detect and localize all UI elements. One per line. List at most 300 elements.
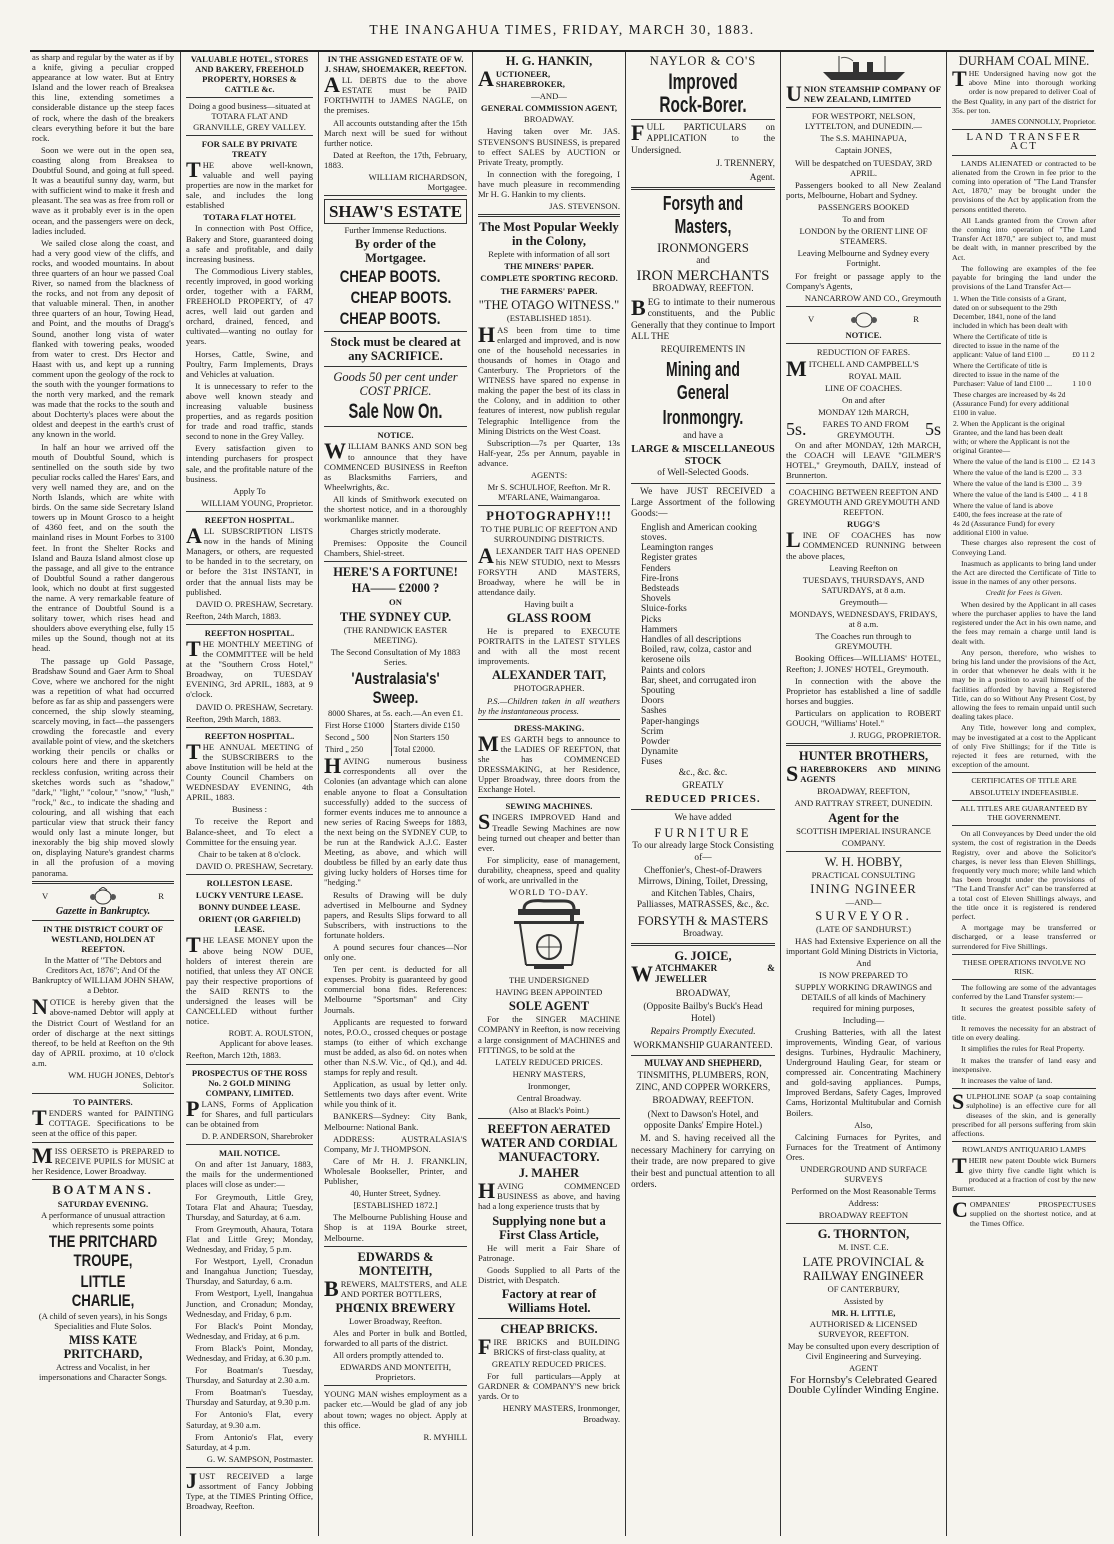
- central-broadway: Central Broadway.: [516, 1093, 582, 1104]
- fm-broadway-reefton: BROADWAY, REEFTON.: [652, 284, 754, 295]
- fare-left: 5s.: [786, 419, 807, 440]
- all-lands: All Lands granted from the Crown after the coming into operation of "The Land Transfer Act 1870," are subject to, and must be dealt with, in manner prescribed by the Act.: [952, 215, 1096, 262]
- hunter-sharebrokers: SHAREBROKERS AND MINING AGENTS: [786, 761, 941, 787]
- arms-letter-r: R: [158, 890, 164, 901]
- myhill: R. MYHILL: [423, 1431, 467, 1442]
- hotel-sub: Doing a good business—situated at TOTARA FLAT AND GRANVILLE, GREY VALLEY.: [188, 101, 311, 132]
- column-rule: [318, 52, 319, 1536]
- ship-name: The S.S. MAHINAPUA,: [820, 133, 907, 144]
- article-paragraph: Soon we were out in the open sea, coasting along from Breaksea to Doubtful Sound, and going at full speed. It was a beautiful sunny day, warm, but with sufficient wind to make it fresh and pleasant. The sea was as free from roll or wave as it probably ever is in the open ocean, and the passengers were on deck, ladies included.: [32, 144, 174, 236]
- large-stock: LARGE & MISCELLANEOUS STOCK: [631, 444, 775, 467]
- orders-text: All orders promptly attended to.: [333, 1350, 444, 1361]
- all-titles: ALL TITLES ARE GUARANTEED BY THE GOVERNMENT.: [960, 803, 1088, 822]
- connolly-sign: JAMES CONNOLLY, Proprietor.: [991, 117, 1096, 127]
- court-matter: In the Matter of "The Debtors and Creditors Act, 1876"; And Of the Bankruptcy of WILLIAM JOHN SHAW, a Debtor.: [32, 954, 174, 996]
- column-rule: [472, 52, 473, 1536]
- list-item: Boiled, raw, colza, castor and kerosene oils: [641, 645, 752, 666]
- hunter-address: BROADWAY, REEFTON,: [817, 786, 910, 797]
- sweep-text-6: Application, as usual by letter only. Settlements two days after event. Write while you think of it.: [324, 1079, 467, 1110]
- lease-date: Reefton, March 12th, 1883.: [186, 1050, 281, 1061]
- photo-ps: P.S.—Children taken in all weathers by the instantaneous process.: [478, 695, 620, 716]
- land-transfer-act: LAND TRANSFER ACT: [966, 131, 1082, 153]
- column-rule: [180, 52, 181, 1536]
- list-item: Spouting: [641, 685, 675, 696]
- bricks-masters: HENRY MASTERS, Ironmonger, Broadway.: [502, 1403, 620, 1424]
- weekly-title: The Most Popular Weekly in the Colony,: [479, 220, 619, 249]
- edwards-text: BREWERS, MALTSTERS, and ALE AND PORTER BOTTLERS,: [324, 1275, 467, 1301]
- also: Also,: [854, 1119, 873, 1130]
- masthead: [30, 8, 1094, 52]
- farmers-paper: THE FARMERS' PAPER.: [500, 285, 598, 296]
- fare-right: 5s: [924, 419, 941, 440]
- thornton: G. THORNTON,: [817, 1227, 910, 1242]
- established: [ESTABLISHED 1872.]: [353, 1200, 438, 1211]
- hospital-2-text: THE MONTHLY MEETING of the COMMITTEE will be held at the "Southern Cross Hotel," Broadway, on TUESDAY EVENING, 3rd APRIL, 1883, at 9 o'clock.: [186, 635, 313, 700]
- well-selected: of Well-Selected Goods.: [657, 468, 749, 479]
- list-item: English and American cooking stoves.: [641, 522, 757, 543]
- photo-text-2: Having built a: [524, 598, 574, 609]
- monday-12th: MONDAY 12th MARCH,: [818, 407, 909, 418]
- hunter-address-2: AND RATTRAY STREET, DUNEDIN.: [794, 798, 933, 809]
- column-4: [478, 52, 620, 1536]
- charlie-sub: (A child of seven years), in his Songs Specialities and Flute Solos.: [38, 1311, 168, 1332]
- column-rule: [946, 52, 947, 1536]
- masters-name: HENRY MASTERS,: [512, 1068, 586, 1079]
- usc-title: UNION STEAMSHIP COMPANY OF NEW ZEALAND, LIMITED: [786, 81, 941, 106]
- ruggs-text: LINE OF COACHES has now COMMENCED RUNNING between the above places,: [786, 527, 941, 561]
- canterbury: OF CANTERBURY,: [827, 1283, 900, 1294]
- agent-label: AGENT: [848, 1363, 879, 1374]
- furniture-stock: To our already large Stock Consisting of—: [632, 841, 774, 863]
- mice: M. INST. C.E.: [838, 1242, 889, 1253]
- list-item: Dynamite: [641, 747, 678, 758]
- court-title: IN THE DISTRICT COURT OF WESTLAND, HOLDEN AT REEFTON.: [42, 923, 164, 954]
- have-a: and have a: [682, 430, 724, 441]
- hobby-name: W. H. HOBBY,: [824, 854, 903, 869]
- sewing-text-2: For simplicity, ease of management, durability, cheapness, speed and quality of work, are unrivalled in the: [478, 854, 620, 885]
- sewing-machine-icon: [504, 899, 594, 973]
- fm-broadway: Broadway.: [682, 928, 724, 939]
- supply: SUPPLY WORKING DRAWINGS and DETAILS of all kinds of Machinery required for mining purposes,: [795, 982, 932, 1013]
- ironmongry: Ironmongry.: [662, 406, 744, 429]
- table-row: Where the value of land is above £400, the fees increase at the rate of 4s 2d (Assurance Fund) for every additional £100 in value.: [953, 501, 1063, 538]
- list-item: Sashes: [641, 706, 667, 717]
- royal-mail: ROYAL MAIL: [848, 371, 902, 382]
- column-2: [186, 52, 313, 1536]
- and-text: and: [696, 256, 710, 267]
- list-item: Fuses: [641, 757, 663, 768]
- trennery-agent: Agent.: [749, 172, 775, 183]
- table-row: Where the Certificate of title is directed to issue in the name of the applicant: Value of land £100 ... £0 11 2: [953, 332, 1095, 360]
- sulpholine: SULPHOLINE SOAP (a soap containing sulpholine) is an effective cure for all diseases of the skin, and is generally prescribed for all persons suffering from skin affections.: [952, 1089, 1096, 1139]
- shaw-order: By order of the Mortgagee.: [355, 237, 436, 266]
- photography: PHOTOGRAPHY!!!: [486, 509, 612, 524]
- bricks-text: FIRE BRICKS and BUILDING BRICKS of first-class quality, at: [478, 1333, 620, 1359]
- dress-text: MES GARTH begs to announce to the LADIES OF REEFTON, that she has COMMENCED DRESSMAKING, at her Residence, Upper Broadway, three doors from the Exchange Hotel.: [478, 730, 620, 795]
- private-treaty: FOR SALE BY PRIVATE TREATY: [201, 138, 298, 159]
- sandhurst: (LATE OF SANDHURST.): [815, 923, 912, 934]
- lower-broadway: Lower Broadway, Reefton.: [349, 1315, 442, 1326]
- boatmans-title: BOATMANS.: [52, 1182, 154, 1197]
- mulvay-text: M. and S. having received all the necessary Machinery for carrying on their trade, are now prepared to give their best and punctual attention to all orders.: [631, 1134, 775, 1190]
- young-man-text: YOUNG MAN wishes employment as a packer etc.—Would be glad of any job about town; wages no object. Apply at this office.: [324, 1389, 467, 1430]
- miss-kate-sub: Actress and Vocalist, in her impersonations and Character Songs.: [39, 1362, 167, 1383]
- freight: For freight or passage apply to the Company's Agents,: [786, 270, 941, 291]
- list-item: Powder: [641, 736, 670, 747]
- phoenix-brewery: PHŒNIX BREWERY: [335, 1300, 456, 1315]
- workmanship: WORKMANSHIP GUARANTEED.: [633, 1040, 773, 1051]
- table-row: Third „ 250 Total £2000.: [324, 744, 467, 756]
- hospital-2-date: Reefton, 29th March, 1883.: [186, 713, 281, 724]
- mulvay-next-to: (Next to Dawson's Hotel, and opposite Danks' Empire Hotel.): [643, 1109, 763, 1131]
- fee-table: [952, 293, 1096, 538]
- edwards-title: EDWARDS & MONTEITH,: [357, 1249, 434, 1278]
- troupe-title: THE PRITCHARD TROUPE,: [48, 1232, 158, 1271]
- sweep-text-4: Ten per cent. is deducted for all expenses. Probity is guaranteed by good commercial bona fides. References: Melbourne "Sportsman" and City Journals.: [324, 964, 467, 1015]
- passengers-booked: PASSENGERS BOOKED: [817, 201, 910, 212]
- address-label: Address:: [848, 1198, 879, 1209]
- hotel-text-4: Horses, Cattle, Swine, and Poultry, Farm Implements, Drays and Vehicles at valuation.: [186, 348, 313, 379]
- calcining: Calcining Furnaces for Pyrites, and Furnaces for the Treatment of Antimony Ores.: [786, 1131, 941, 1162]
- ales-text: Ales and Porter in bulk and Bottled, forwarded to all parts of the district.: [324, 1327, 467, 1348]
- column-6: [786, 52, 941, 1536]
- hospital-1-date: Reefton, 24th March, 1883.: [186, 610, 281, 621]
- glass-room: GLASS ROOM: [506, 611, 592, 626]
- hunter-street: 40, Hunter Street, Sydney.: [350, 1188, 441, 1199]
- for-westport: FOR WESTPORT, NELSON, LYTTELTON, and DUNEDIN.—: [804, 111, 923, 132]
- credit: Credit for Fees is Given.: [985, 588, 1063, 598]
- tait-name: ALEXANDER TAIT,: [492, 668, 606, 683]
- hornsby: For Hornsby's Celebrated Geared Double Cylinder Winding Engine.: [788, 1374, 939, 1397]
- sweep-title: 'Australasia's' Sweep.: [351, 668, 440, 707]
- list-item: Shovels: [641, 594, 671, 605]
- shaw-date: Dated at Reefton, the 17th, February, 1883.: [324, 149, 467, 170]
- steamship-icon: [819, 54, 909, 82]
- hospital-3-text: THE ANNUAL MEETING of the SUBSCRIBERS to the above Institution will be held at the County Council Chambers on WEDNESDAY EVENING, 4th APRIL, 1883.: [186, 738, 313, 803]
- bankers: BANKERS—Sydney: City Bank, Melbourne: National Bank.: [324, 1111, 467, 1132]
- bricks-text-2: For full particulars—Apply at GARDNER & COMPANY'S new brick yards. Or to: [478, 1371, 620, 1402]
- sewing-text: SINGERS IMPROVED Hand and Treadle Sewing Machines are now being turned out cheaper and better than ever.: [478, 809, 620, 853]
- column-1: [32, 52, 174, 1536]
- sweep-text-3: A pound secures four chances—Nor only one.: [324, 941, 467, 963]
- hobby-and-2: And: [856, 958, 871, 969]
- performed: Performed on the Most Reasonable Terms: [791, 1186, 936, 1197]
- general-commission: GENERAL COMMISSION AGENT,: [480, 103, 618, 114]
- sweep-text-2: Results of Drawing will be duly advertised in Melbourne and Sydney papers, and Results Slips forward to all Subscribers, with instructions to the fortunate holders.: [324, 889, 467, 940]
- fortune-on: ON: [389, 597, 402, 608]
- care-of: Care of Mr H. J. FRANKLIN, Wholesale Bookseller, Printer, and Publisher,: [324, 1155, 467, 1187]
- agent-names: Mr S. SCHULHOF, Reefton. Mr R. M'FARLANE, Waimangaroa.: [487, 482, 611, 503]
- goods-list: [641, 523, 775, 768]
- mail-item: From Westport, Lyell, Inangahua Junction, and Cronadun; Monday, Wednesday, and Friday, 6 p.m.: [186, 1288, 313, 1319]
- furniture: FURNITURE: [654, 826, 752, 841]
- fares-row: [786, 419, 941, 439]
- despatched: Will be despatched on TUESDAY, 3RD APRIL.: [795, 157, 932, 178]
- watchmaker: WATCHMAKER & JEWELLER: [631, 961, 775, 987]
- goods-percent: Goods 50 per cent under COST PRICE.: [333, 370, 458, 399]
- naylor-title: NAYLOR & CO'S: [649, 54, 757, 68]
- melbourne-pub: The Melbourne Publishing House and Shop is at 119A Bourke street, Melbourne.: [324, 1212, 467, 1243]
- dress-title: DRESS-MAKING.: [514, 722, 584, 733]
- notice-title: NOTICE.: [845, 329, 882, 340]
- rowlands-title: ROWLAND'S ANTIQUARIO LAMPS: [962, 1145, 1086, 1155]
- article-paragraph: We sailed close along the coast, and had a very good view of the cliffs, and rocks, and wooded mountains. In about three quarters of an hour we passed Coal River, so named from the blackness of the rocks, and not from any deposit of that valuable mineral. Then, in another three quarters of an hour, Towing Head, and Point, and the mouths of Dragg's Sound, another long vista of water flanked with towering peaks, wooded from water to crest. Drs Hector and Haast with us, and kept up a running comment upon the geology of the rock to the south with the younger formations to the north very marked, and the remark was made that the rocks to the south and about Dochterty's places were about the oldest and deepest in the earth's crust of any known in the world.: [32, 237, 174, 440]
- lately-reduced: LATELY REDUCED PRICES.: [495, 1056, 603, 1067]
- witness-established: (ESTABLISHED 1851).: [506, 312, 592, 323]
- undersigned: THE UNDERSIGNED: [509, 975, 589, 986]
- world-today: WORLD TO-DAY.: [509, 887, 589, 898]
- lease-sign: ROBT. A. ROULSTON, Applicant for above leases.: [219, 1028, 313, 1049]
- hotel-text-6: Every satisfaction given to intending purchasers for prospect sale, and the profitable nature of the business.: [186, 443, 313, 484]
- boots-3: CHEAP BOOTS.: [339, 309, 441, 329]
- lease-2: LUCKY VENTURE LEASE.: [195, 890, 304, 901]
- beg-text: BEG to intimate to their numerous constituents, and the Public Generally that they continue to Import ALL THE: [631, 294, 775, 343]
- hospital-3-chair: Chair to be taken at 8 o'clock.: [198, 848, 301, 859]
- column-3: [324, 52, 467, 1536]
- hunter-brothers: HUNTER BROTHERS,: [798, 749, 929, 764]
- authorised: AUTHORISED & LICENSED SURVEYOR, REEFTON.: [809, 1318, 918, 1339]
- banks-text-3: Charges strictly moderate.: [350, 526, 441, 537]
- hotel-text-2: In connection with Post Office, Bakery and Store, guaranteed doing a safe and profitable, and daily increasing business.: [186, 223, 313, 264]
- these-charges: These charges also represent the cost of Conveying Land.: [952, 538, 1096, 557]
- joice-name: G. JOICE,: [674, 949, 732, 964]
- aerated-title: REEFTON AERATED WATER AND CORDIAL MANUFACTORY.: [480, 1122, 618, 1165]
- days-1: TUESDAYS, THURSDAYS, AND SATURDAYS, at 8 a.m.: [802, 574, 925, 595]
- otago-witness: "THE OTAGO WITNESS.": [478, 297, 620, 312]
- companies: COMPANIES' PROSPECTUSES supplied on the shortest notice, and at the Times Office.: [952, 1197, 1096, 1228]
- list-item: Picks: [641, 614, 662, 625]
- factory: Factory at rear of Williams Hotel.: [501, 1286, 597, 1315]
- sewing-title: SEWING MACHINES.: [505, 801, 593, 812]
- furniture-list: Cheffonier's, Chest-of-Drawers Mirrows, Dining, Toilet, Dressing, and Kitchen Tables, Chairs, Palliasses, MATRASSES, &c., &c.: [636, 866, 770, 911]
- stevenson-sign: JAS. STEVENSON.: [549, 201, 620, 212]
- table-row: Where the value of the land is £100 ... £2 14 3: [953, 457, 1095, 467]
- gazette-arms: [32, 887, 174, 905]
- edwards-sign: EDWARDS AND MONTEITH, Proprietors.: [340, 1362, 451, 1383]
- hobby-text: HAS had Extensive Experience on all the important Gold Mining Districts in Victoria,: [786, 936, 941, 957]
- maher-text-2: He will merit a Fair Share of Patronage.: [478, 1242, 620, 1263]
- list-item: Bar, sheet, and corrugated iron: [641, 675, 757, 686]
- hospital-3-sign: DAVID O. PRESHAW, Secretary.: [195, 860, 313, 871]
- shaw-estate: SHAW'S ESTATE: [324, 199, 467, 224]
- coaches-run: The Coaches run through to GREYMOUTH.: [815, 631, 912, 652]
- durham-text: THE Undersigned having now got the above Mine into thorough working order is now prepared to deliver Coal of the Best Quality, in any part of the district for 35s. per ton.: [952, 66, 1096, 115]
- mail-sign: G. W. SAMPSON, Postmaster.: [206, 1453, 313, 1464]
- fortune-title: HERE'S A FORTUNE!: [333, 565, 458, 580]
- banks-text: WILLIAM BANKS AND SON beg to announce that they have COMMENCED BUSINESS in Reefton as Blacksmiths Farriers, and Wheelwrights, &c.: [324, 438, 467, 492]
- sydney-cup: THE SYDNEY CUP.: [339, 609, 452, 624]
- shaw-text-2: All accounts outstanding after the 15th March next will be sued for without further notice.: [324, 117, 467, 148]
- iron-merchants: IRON MERCHANTS: [636, 268, 770, 285]
- to-and-from: To and from: [842, 214, 885, 225]
- captain: Captain JONES,: [835, 145, 892, 156]
- table-row: Where the Certificate of title is directed to issue in the name of the Purchaser: Value of land £100 ... 1 10 0: [953, 361, 1092, 389]
- underground: UNDERGROUND AND SURFACE SURVEYS: [800, 1163, 927, 1185]
- subscription: Subscription—7s per Quarter, 13s Half-year, 25s per Annum, payable in advance.: [478, 437, 620, 468]
- trennery-name: J. TRENNERY,: [716, 159, 775, 170]
- singer-text: For the SINGER MACHINE COMPANY in Reefton, is now receiving a large consignment of MACHINES and FITTINGS, to be sold at the: [478, 1014, 620, 1055]
- ironmonger: Ironmonger,: [527, 1080, 571, 1091]
- sale-now-on: Sale Now On.: [348, 400, 443, 424]
- line-of-coaches: LINE OF COACHES.: [824, 383, 903, 394]
- inasmuch: Inasmuch as applicants to bring land under the Act are directed the Certificate of Title to issue in the names of any other persons.: [952, 558, 1096, 587]
- any-title: Any Title, however long and complex, may be investigated at a cost to the Applicant of only Five Shillings; for if the Title is rejected it fees are returned, with the exception of the amount.: [952, 723, 1096, 770]
- list-item: It makes the transfer of land easy and inexpensive.: [952, 1055, 1096, 1074]
- table-row: Second „ 500 Non Starters 150: [324, 732, 467, 744]
- photo-text-3: He is prepared to EXECUTE PORTRAITS in the LATEST STYLES and with all the most recent improvements.: [478, 626, 620, 667]
- list-item: It simplifies the rules for Real Property.: [961, 1044, 1085, 1054]
- fm-signature: FORSYTH & MASTERS: [637, 913, 769, 928]
- article-paragraph: The passage up Gold Passage, Bradshaw Sound and Gaer Arm to Shoal Cove, where we anchored for the night was a repetition of what had occurred before as far as ship and passengers were concerned, the ship slowly steaming, scarcely moving, in fact—the passengers crowding the forecastle and every available point of view, and the sketchers working their pencils or chalks or colours here and there in apparently reckless confusion, writing across their sketches words such as "shadow," "dark," "light," "colour," "snow," "lush," "rock," &c., to indicate the shading and colouring, and all wishing that each particular view that struck their fancy would only last a minute longer, but inexorably the big ship moved slowly on, displaying Nature's grandest charms in all the profusion of a moving panorama.: [32, 655, 174, 878]
- full-particulars: FULL PARTICULARS on APPLICATION to the Undersigned.: [631, 120, 775, 156]
- charlie-title: LITTLE CHARLIE,: [71, 1272, 135, 1311]
- photo-to: TO THE PUBLIC OF REEFTON AND SURROUNDING DISTRICTS.: [480, 524, 618, 545]
- table-row: Where the value of the land is £400 ... 4 1 8: [953, 490, 1088, 500]
- hospital-3-biz-label: Business :: [231, 804, 268, 815]
- ironmongers: IRONMONGERS: [657, 241, 749, 256]
- table-row: 1. When the Title consists of a Grant, dated on or subsequent to the 29th December, 1841, none of the land included in which has been dealt with: [953, 294, 1068, 331]
- mail-item: From Antonio's Flat, every Saturday, at 4 p.m.: [186, 1431, 313, 1452]
- painters-title: TO PAINTERS.: [73, 1097, 133, 1108]
- any-person: Any person, therefore, who wishes to bring his land under the provisions of the Act, in order that whenever he deals with it he may be in a position to avail himself of the facilities afforded by having a Registered Title, can do so Without Any Present Cost, by allowing the fees to remain unpaid until such dealing takes place.: [952, 647, 1096, 722]
- mail-item: For Westport, Lyell, Cronadun and Inangahua Junction; Tuesday, Thursday, and Saturday, 6 a.m.: [186, 1256, 313, 1287]
- hotel-text-5: It is unnecessary to refer to the above well known steady and increasing valuable business properties, and as regards position for trade and road traffic, stands second to none in the Grey Valley.: [186, 380, 313, 442]
- leaving-reefton: Leaving Reefton on: [829, 562, 898, 573]
- hankin-and: —AND—: [531, 91, 567, 102]
- royal-arms-icon: [849, 310, 879, 328]
- mail-item: From Black's Point, Monday, Wednesday, and Friday, at 6.30 p.m.: [186, 1342, 313, 1363]
- london: LONDON by the ORIENT LINE OF STEAMERS.: [799, 226, 928, 247]
- hospital-2-title: REEFTON HOSPITAL.: [204, 627, 295, 638]
- list-item: It secures the greatest possible safety of title.: [952, 1003, 1096, 1022]
- witness-text: HAS been from time to time enlarged and improved, and is now one of the household necessaries in thousands of homes in Otago and Canterbury. The Proprietors of the WITNESS have spared no expense in making the paper the best of its class in the Colony, and in addition to other features of interest, now publish regular Telegraphic Intelligence from the Mining Districts on the West Coast.: [478, 321, 620, 436]
- requirements: REQUIREMENTS IN: [660, 345, 746, 356]
- leaving: Leaving Melbourne and Sydney every Fortnight.: [797, 248, 930, 269]
- article-paragraph: In half an hour we arrived off the mouth of Doubtful Sound, which is sentinelled on the south side by two peculiar rocks called the Hares' Ears, and very well named they are, and on the North Islands, which are white with birds. On the same side Secretary Island towers up in Mount Grosco to a height of 4360 feet, and on the south the mainland rises in Mount Forbes to 3100 feet. In front the Shelter Rocks and Island and Bauza Island almost close up the passage, and all give to the entrance of Doubtful Sound a rather dangerous look, which no doubt at first suggested the name. A very remarkable feature of the entrance of Doubtful Sound is a solitary tower, which rises head and shoulders above everything else, fully 15 miles up the Sound, though not at its head.: [32, 441, 174, 654]
- having-been: HAVING BEEN APPOINTED: [495, 987, 603, 998]
- sole-agent: SOLE AGENT: [508, 999, 590, 1014]
- supplying: Supplying none but a First Class Article,: [492, 1213, 606, 1242]
- painters-text: TENDERS wanted for PAINTING COTTAGE. Specifications to be seen at the office of this paper.: [32, 1105, 174, 1139]
- second-consultation: The Second Consultation of My 1883 Series.: [330, 646, 461, 667]
- we-have-added: We have added: [674, 812, 732, 823]
- maher-name: J. MAHER: [518, 1166, 580, 1181]
- surveyor: SURVEYOR.: [815, 908, 912, 923]
- gazette-title: Gazette in Bankruptcy.: [55, 905, 151, 917]
- hotel-text-3: The Commodious Livery stables, recently improved, in good working order, together with a FARM, FREEHOLD PROPERTY, of 47 acres, well laid out garden and orchard, drained, fenced, and cultivated—wanting no outlay for years.: [186, 265, 313, 347]
- company: COMPANY.: [841, 837, 886, 848]
- list-item: It increases the value of land.: [961, 1076, 1053, 1086]
- photo-text: ALEXANDER TAIT HAS OPENED his NEW STUDIO, next to Messrs FORSYTH AND MASTERS, Broadway, where he will be in attendance daily.: [478, 543, 620, 597]
- also-at: (Also at Black's Point.): [509, 1105, 589, 1116]
- table-row: Where the value of the land is £300 ... 3 9: [953, 479, 1082, 489]
- hankin-title: H. G. HANKIN,: [505, 54, 593, 68]
- ross-text: PLANS, Forms of Application for Shares, and full particulars can be obtained from: [186, 1095, 313, 1129]
- usc-agents: NANCARROW AND CO., Greymouth: [804, 292, 941, 303]
- totara-hotel: TOTARA FLAT HOTEL: [203, 212, 296, 223]
- certificates: CERTIFICATES OF TITLE ARE: [971, 776, 1077, 786]
- notice-arms: [786, 310, 941, 328]
- hankin-text: Having taken over Mr. JAS. STEVENSON'S BUSINESS, is prepared to effect SALES by AUCTION or Private Treaty, promptly.: [478, 126, 620, 167]
- lease-text: THE LEASE MONEY upon the above being NOW DUE, holders of interest therein are notified, that unless they AT ONCE pay their respective proportions of the SAID RENTS to the undersigned the leases will be CANCELLED without further notice.: [186, 932, 313, 1027]
- masthead-title: THE INANGAHUA TIMES, FRIDAY, MARCH 30, 1883.: [369, 22, 755, 37]
- list-item: Paints and colors: [641, 665, 706, 676]
- weekly-sub: Replete with information of all sort: [488, 249, 610, 260]
- maher-text: HAVING COMMENCED BUSINESS as above, and having had a long experience trusts that by: [478, 1178, 620, 1212]
- type-text: JUST RECEIVED a large assortment of Fancy Jobbing Type, at the TIMES Printing Office, Broadway, Reefton.: [186, 1467, 313, 1512]
- assisted: Assisted by: [843, 1295, 884, 1306]
- scottish: SCOTTISH IMPERIAL INSURANCE: [796, 825, 931, 836]
- ruggs: RUGG'S: [847, 519, 880, 530]
- hobby-and: —AND—: [845, 896, 882, 907]
- agent-for: Agent for the: [828, 810, 899, 825]
- fares-greymouth: GREYMOUTH.: [837, 429, 895, 440]
- rugg-sign: J. RUGG, PROPRIETOR.: [850, 730, 941, 741]
- music-text: MISS OERSETO is PREPARED to RECEIVE PUPILS for MUSIC at her Residence, Lower Broadway.: [32, 1142, 174, 1176]
- table-row: Where the value of the land is £200 ... 3 3: [953, 468, 1082, 478]
- list-item: Sluice-forks: [641, 604, 687, 615]
- boots-2: CHEAP BOOTS.: [350, 288, 452, 308]
- boatmans-text: A performance of unusual attraction which represents some points: [40, 1209, 166, 1231]
- arms-letter-v: V: [808, 313, 815, 324]
- mail-item: For Greymouth, Little Grey, Totara Flat and Ahaura; Tuesday, Thursday, and Saturday, at 6 a.m.: [186, 1191, 313, 1222]
- mortgage: A mortgage may be transferred or discharged, or a lease transferred or surrendered for Five Shillings.: [952, 923, 1096, 951]
- stock-cleared: Stock must be cleared at any SACRIFICE.: [330, 335, 461, 364]
- list-item: Scrim: [641, 726, 664, 737]
- coach-text: On and after MONDAY, 12th MARCH, the COACH will LEAVE "GILMER'S HOTEL," Greymouth, DAILY, instead of Brunnerton.: [786, 439, 941, 480]
- forsyth-masters-title: Forsyth and Masters,: [662, 193, 744, 239]
- hankin-broadway: BROADWAY.: [524, 114, 574, 125]
- hankin-sub: AUCTIONEER, SHAREBROKER,: [478, 66, 565, 91]
- hobby-list: Crushing Batteries, with all the latest improvements, Winding Gear, of various designs. Turbines, Hydraulic Machinery, Underground Hauling Gear, for steam or compressed air. Concentrating Machinery and gold-saving appliances. Pumps, Improved Berdans, Safety Cages, Improved Cams, Horizontal Multitubular and Cornish Boilers.: [786, 1026, 941, 1118]
- boots-1: CHEAP BOOTS.: [339, 267, 441, 287]
- list-item: Handles of all descriptions: [641, 634, 742, 645]
- mail-item: For Black's Point Monday, Wednesday, and Friday, at 6 p.m.: [186, 1320, 313, 1341]
- list-item: Bedsteads: [641, 583, 680, 594]
- shaw-sign: WILLIAM RICHARDSON, Mortgagee.: [368, 172, 467, 193]
- column-5: [631, 52, 775, 1536]
- royal-arms-icon: [88, 887, 118, 905]
- shaw-reduc: Further Immense Reductions.: [344, 225, 447, 236]
- column-rule: [625, 52, 626, 1536]
- miss-kate: MISS KATE PRITCHARD,: [63, 1333, 143, 1362]
- rowlands-text: THEIR new patent Double wick Burners give thirty five candle light which is produced at a fraction of cost by the new Burner.: [952, 1153, 1096, 1194]
- arms-letter-v: V: [42, 890, 49, 901]
- column-rule: [780, 52, 781, 1536]
- hospital-2-sign: DAVID O. PRESHAW, Secretary.: [195, 701, 313, 712]
- advantages: The following are some of the advantages conferred by the Land Transfer system:—: [952, 983, 1096, 1002]
- fares-to-from: FARES TO AND FROM: [822, 419, 909, 430]
- ross-title: PROSPECTUS OF THE ROSS No. 2 GOLD MINING COMPANY, LIMITED.: [191, 1067, 308, 1098]
- days-2: MONDAYS, WEDNESDAYS, FRIDAYS, at 8 a.m.: [789, 609, 938, 630]
- miners-paper: THE MINERS' PAPER.: [504, 261, 594, 272]
- consulted: May be consulted upon every description of Civil Engineering and Surveying.: [787, 1341, 940, 1362]
- arms-letter-r: R: [913, 313, 919, 324]
- durham-title: DURHAM COAL MINE.: [958, 54, 1090, 68]
- conveyances: On all Conveyances by Deed under the old system, the cost of registration in the Deeds Registry, over and above the Solicitor's charges, is never less than Eleven Shillings, frequently very much more; while land which has been brought under the provisions of "The Land Transfer Act" can be transferred at a total cost of Eleven Shillings always, and the title once it is registered is rendered perfect.: [952, 829, 1096, 921]
- late-provincial: LATE PROVINCIAL & RAILWAY ENGINEER: [802, 1254, 925, 1283]
- received-text: We have JUST RECEIVED a Large Assortment of the following Goods:—: [631, 486, 775, 520]
- photographer: PHOTOGRAPHER.: [513, 683, 585, 694]
- mail-item: For Antonio's Flat, every Saturday, at 9.30 a.m.: [186, 1409, 313, 1430]
- mail-item: From Greymouth, Ahaura, Totara Flat and Little Grey; Monday, Wednesday, and Friday, 5 p.m.: [186, 1223, 313, 1255]
- column-7: [952, 52, 1096, 1536]
- tinsmiths: TINSMITHS, PLUMBERS, RON, ZINC, AND COPPER WORKERS,: [635, 1071, 771, 1093]
- joice-broadway: BROADWAY,: [675, 988, 731, 999]
- ross-sign: D. P. ANDERSON, Sharebroker: [201, 1131, 313, 1142]
- banks-text-4: Premises: Opposite the Council Chambers, Shiel-street.: [324, 538, 467, 559]
- etc: &c., &c. &c.: [678, 767, 728, 778]
